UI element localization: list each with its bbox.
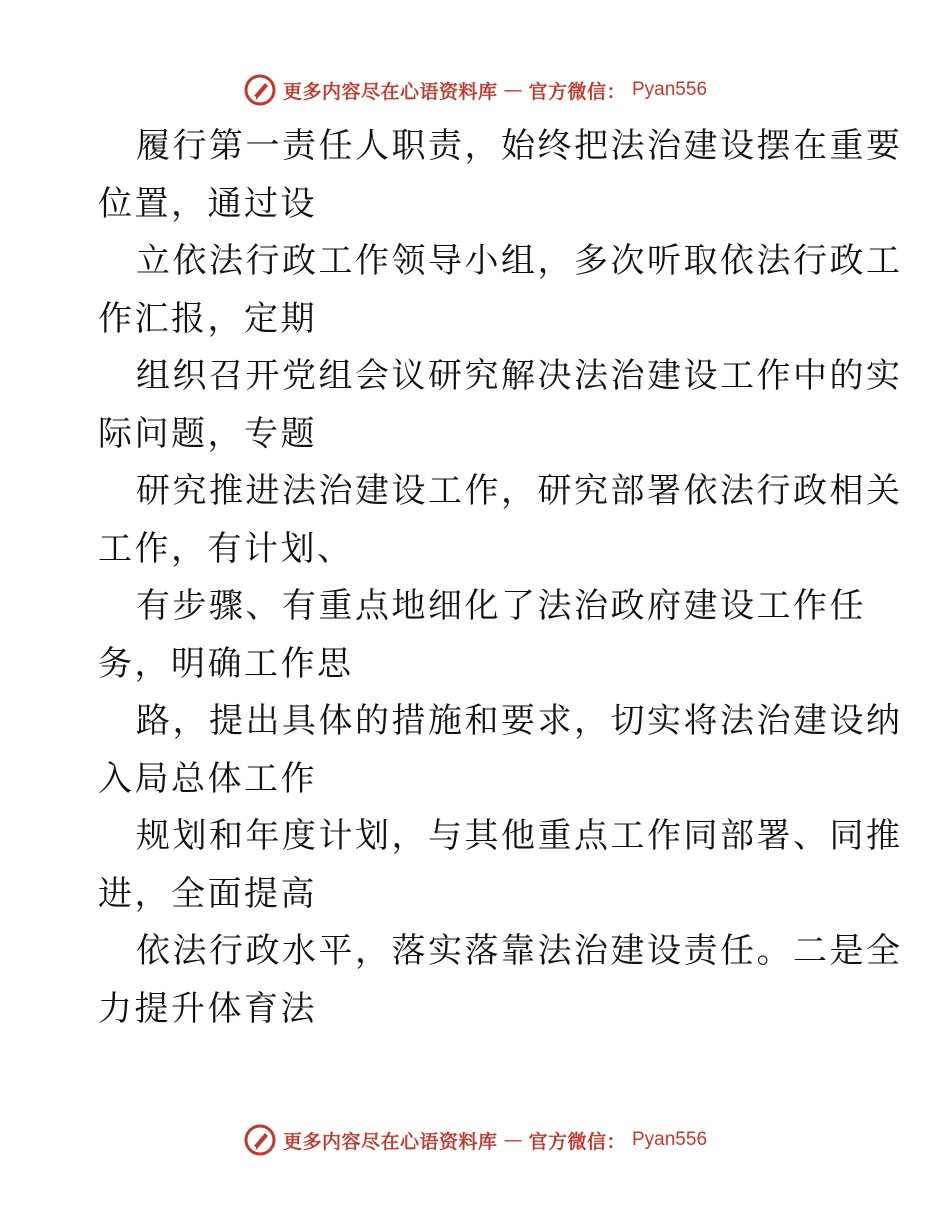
text-line: 工作，有计划、 [98, 528, 354, 569]
text-line: 路，提出具体的措施和要求，切实将法治建设纳 [136, 701, 903, 741]
text-line: 际问题，专题 [98, 413, 317, 454]
text-line: 进，全面提高 [98, 873, 317, 914]
text-line: 有步骤、有重点地细化了法治政府建设工作任 [136, 586, 866, 626]
text-line: 组织召开党组会议研究解决法治建设工作中的实 [136, 356, 903, 396]
pen-logo-icon [243, 73, 277, 107]
text-line: 务，明确工作思 [98, 643, 354, 684]
text-line: 履行第一责任人职责，始终把法治建设摆在重要 [136, 126, 903, 166]
watermark-official-text: 官方微信： [528, 1130, 626, 1153]
document-body [98, 118, 903, 1038]
header-watermark [0, 70, 950, 110]
watermark-separator: — [503, 79, 523, 101]
text-line: 作汇报，定期 [98, 298, 317, 339]
watermark-separator: — [503, 1129, 523, 1151]
watermark-wechat-id: Pyan556 [632, 1129, 708, 1150]
watermark-brand-text: 更多内容尽在心语资料库 [282, 80, 498, 103]
text-line: 依法行政水平，落实落靠法治建设责任。二是全 [136, 931, 903, 971]
watermark-official-text: 官方微信： [528, 80, 626, 103]
text-line: 立依法行政工作领导小组，多次听取依法行政工 [136, 241, 903, 281]
footer-watermark [0, 1120, 950, 1160]
watermark-brand-text: 更多内容尽在心语资料库 [282, 1130, 498, 1153]
text-line: 位置，通过设 [98, 183, 317, 224]
pen-logo-icon [243, 1123, 277, 1157]
text-line: 研究推进法治建设工作，研究部署依法行政相关 [136, 471, 903, 511]
text-line: 规划和年度计划，与其他重点工作同部署、同推 [136, 816, 903, 856]
watermark-wechat-id: Pyan556 [632, 79, 708, 100]
text-line: 入局总体工作 [98, 758, 317, 799]
text-line: 力提升体育法 [98, 988, 317, 1029]
